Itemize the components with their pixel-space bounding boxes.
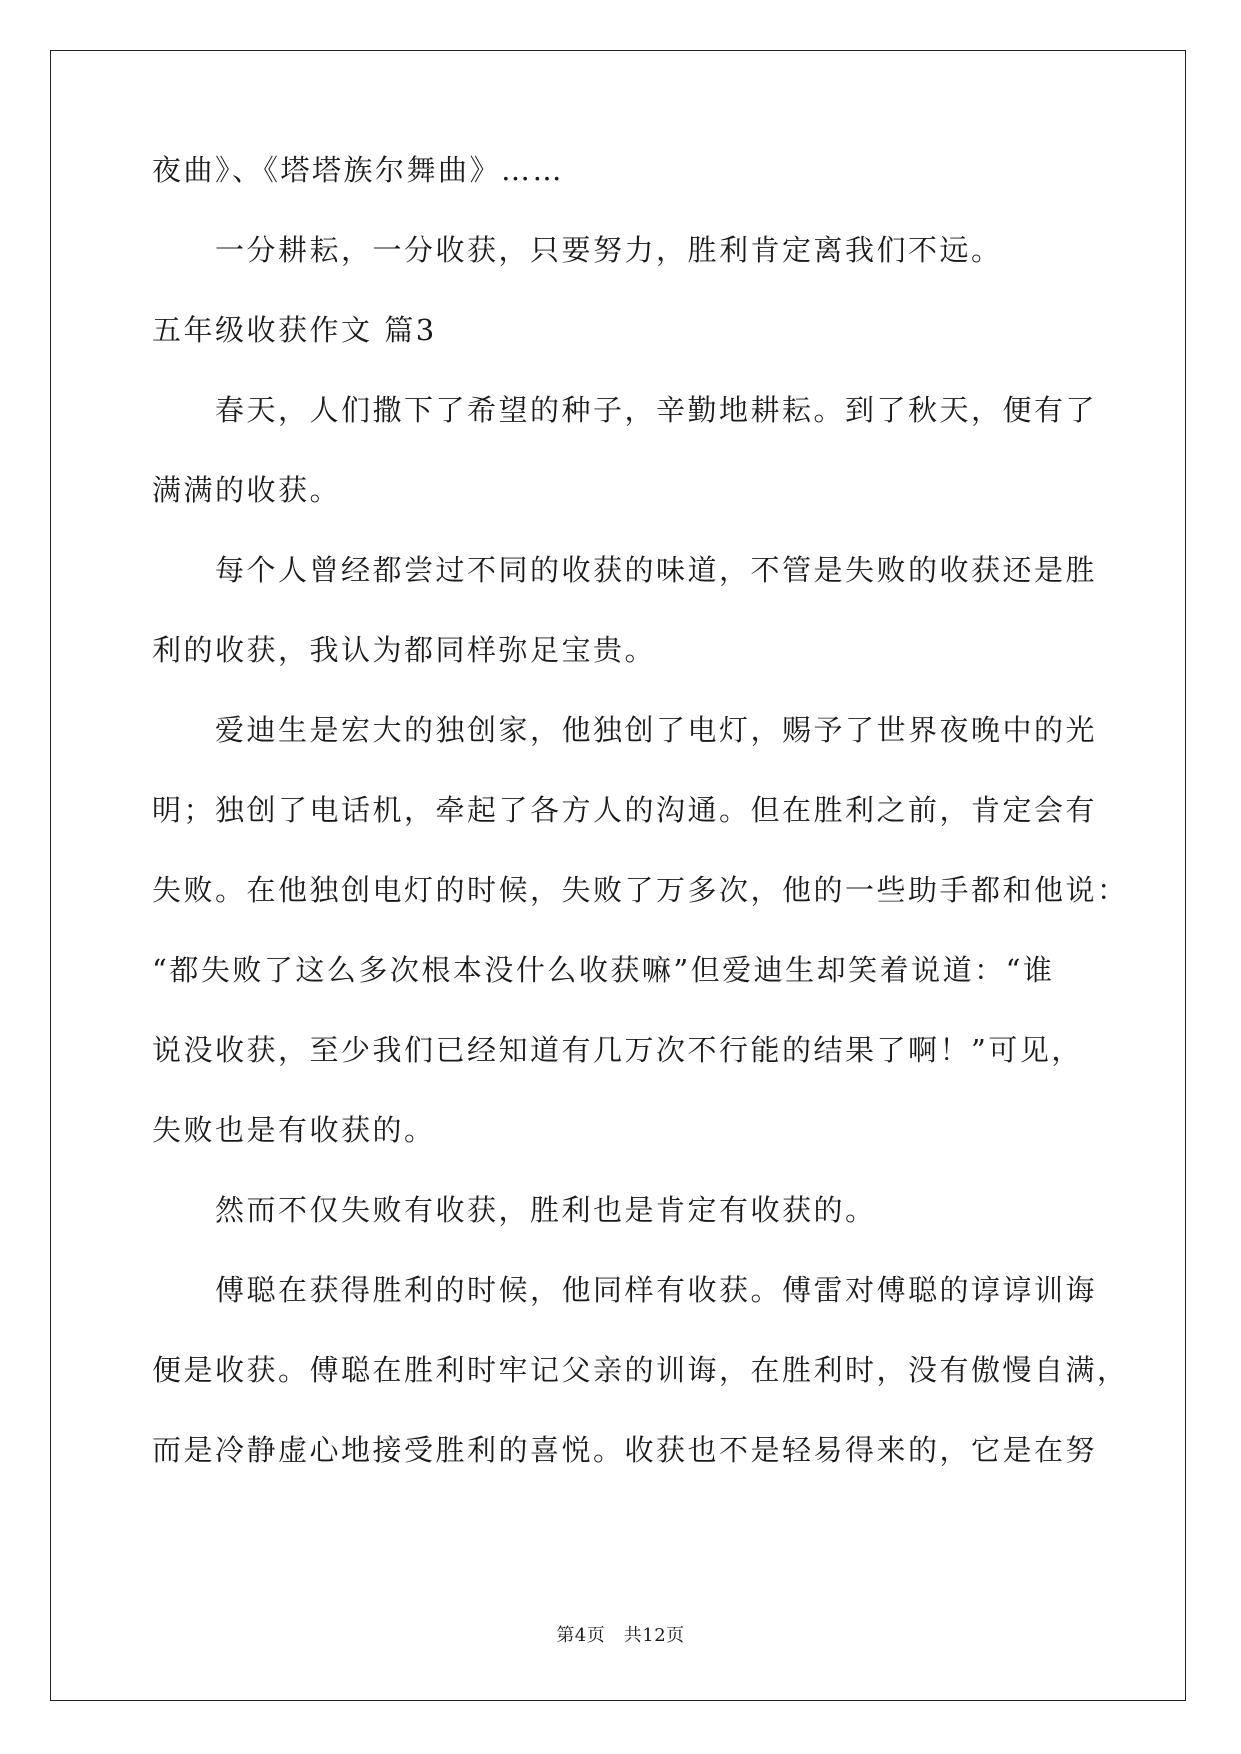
- text-line: 而是冷静虚心地接受胜利的喜悦。收获也不是轻易得来的，它是在努: [152, 1433, 1098, 1467]
- text-line: 每个人曾经都尝过不同的收获的味道，不管是失败的收获还是胜: [215, 553, 1098, 587]
- text-line: 便是收获。傅聪在胜利时牢记父亲的训诲，在胜利时，没有傲慢自满，: [152, 1353, 1129, 1387]
- section-heading: 五年级收获作文 篇3: [152, 313, 437, 347]
- text-line: 爱迪生是宏大的独创家，他独创了电灯，赐予了世界夜晚中的光: [215, 713, 1098, 747]
- text-line: 夜曲》、《塔塔族尔舞曲》……: [152, 153, 565, 187]
- text-line: 傅聪在获得胜利的时候，他同样有收获。傅雷对傅聪的谆谆训诲: [215, 1273, 1098, 1307]
- page-number: 第4页 共12页: [556, 1625, 685, 1646]
- text-line: 失败也是有收获的。: [152, 1113, 436, 1147]
- text-line: 一分耕耘，一分收获，只要努力，胜利肯定离我们不远。: [215, 233, 1003, 267]
- text-line: 明；独创了电话机，牵起了各方人的沟通。但在胜利之前，肯定会有: [152, 793, 1098, 827]
- text-line: “都失败了这么多次根本没什么收获嘛”但爱迪生却笑着说道：“谁: [152, 953, 1055, 987]
- text-line: 利的收获，我认为都同样弥足宝贵。: [152, 633, 657, 667]
- text-line: 失败。在他独创电灯的时候，失败了万多次，他的一些助手都和他说：: [152, 873, 1129, 907]
- text-line: 然而不仅失败有收获，胜利也是肯定有收获的。: [215, 1193, 877, 1227]
- text-line: 满满的收获。: [152, 473, 342, 507]
- text-line: 说没收获，至少我们已经知道有几万次不行能的结果了啊！”可见，: [152, 1033, 1083, 1067]
- text-line: 春天，人们撒下了希望的种子，辛勤地耕耘。到了秋天，便有了: [215, 393, 1098, 427]
